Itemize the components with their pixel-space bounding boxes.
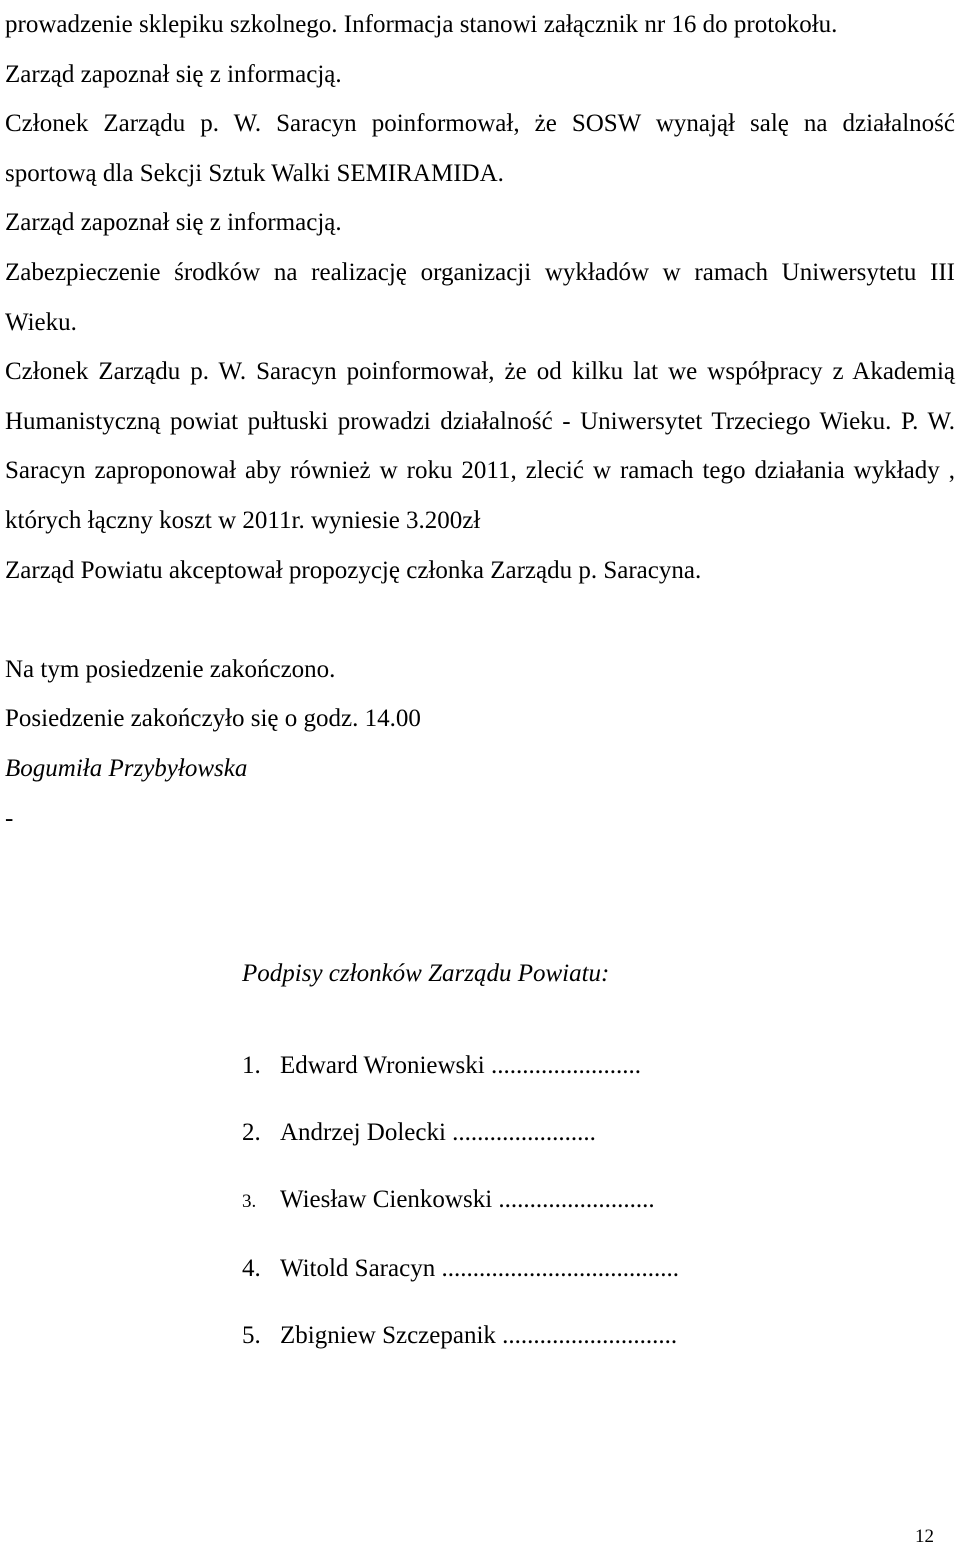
signer-number: 1. bbox=[242, 1052, 261, 1079]
signer-name: Wiesław Cienkowski bbox=[280, 1186, 493, 1213]
closing-meeting-time: Posiedzenie zakończyło się o godz. 14.00 bbox=[5, 705, 421, 733]
board-signatures bbox=[242, 946, 679, 1369]
paragraph-acknowledged-1: Zarząd zapoznał się z informacją. bbox=[5, 60, 342, 88]
closing-meeting-ended: Na tym posiedzenie zakończono. bbox=[5, 655, 336, 683]
signature-line: ........................ bbox=[491, 1052, 641, 1079]
signer-row bbox=[242, 1032, 679, 1099]
paragraph-funding-topic: Zabezpieczenie środków na realizację organizacji wykładów w ramach Uniwersytetu III Wieku. bbox=[5, 258, 955, 336]
protocol-body bbox=[5, 0, 955, 843]
signature-line: ....................... bbox=[452, 1119, 596, 1146]
signature-line: ............................ bbox=[502, 1322, 678, 1349]
paragraph-acknowledged-2: Zarząd zapoznał się z informacją. bbox=[5, 209, 342, 237]
spacer bbox=[5, 595, 955, 645]
paragraph-university-third-age: Członek Zarządu p. W. Saracyn poinformował, że od kilku lat we współpracy z Akademią Humanistyczną powiat pułtuski prowadzi działalność - Uniwersytet Trzeciego Wieku. P. W. Saracyn zaproponował aby również w roku 2011, zlecić w ramach tego działania wykłady , których łączny koszt w 2011r. wyniesie 3.200zł bbox=[5, 358, 955, 534]
signer-row bbox=[242, 1235, 679, 1302]
signer-number: 5. bbox=[242, 1322, 261, 1349]
paragraph-board-accepted: Zarząd Powiatu akceptował propozycję członka Zarządu p. Saracyna. bbox=[5, 556, 702, 584]
page-number: 12 bbox=[915, 1526, 934, 1547]
signer-row bbox=[242, 1166, 679, 1235]
paragraph-sosw-hall: Członek Zarządu p. W. Saracyn poinformował, że SOSW wynajął salę na działalność sportową dla Sekcji Sztuk Walki SEMIRAMIDA. bbox=[5, 110, 955, 187]
signature-line: ...................................... bbox=[441, 1255, 679, 1282]
minutes-taker-signature: Bogumiła Przybyłowska bbox=[5, 754, 248, 782]
signer-number: 3. bbox=[242, 1191, 257, 1212]
signatures-heading: Podpisy członków Zarządu Powiatu: bbox=[242, 960, 610, 987]
signer-row bbox=[242, 1302, 679, 1369]
signer-number: 4. bbox=[242, 1255, 261, 1282]
signer-number: 2. bbox=[242, 1119, 261, 1146]
signer-name: Andrzej Dolecki bbox=[280, 1119, 446, 1146]
signer-row bbox=[242, 1099, 679, 1166]
paragraph-shop-info: prowadzenie sklepiku szkolnego. Informacja stanowi załącznik nr 16 do protokołu. bbox=[5, 11, 838, 38]
dash-mark: - bbox=[5, 804, 14, 832]
signer-name: Zbigniew Szczepanik bbox=[280, 1322, 496, 1349]
signature-line: ......................... bbox=[498, 1186, 655, 1213]
signer-name: Witold Saracyn bbox=[280, 1255, 436, 1282]
signer-name: Edward Wroniewski bbox=[280, 1052, 485, 1079]
